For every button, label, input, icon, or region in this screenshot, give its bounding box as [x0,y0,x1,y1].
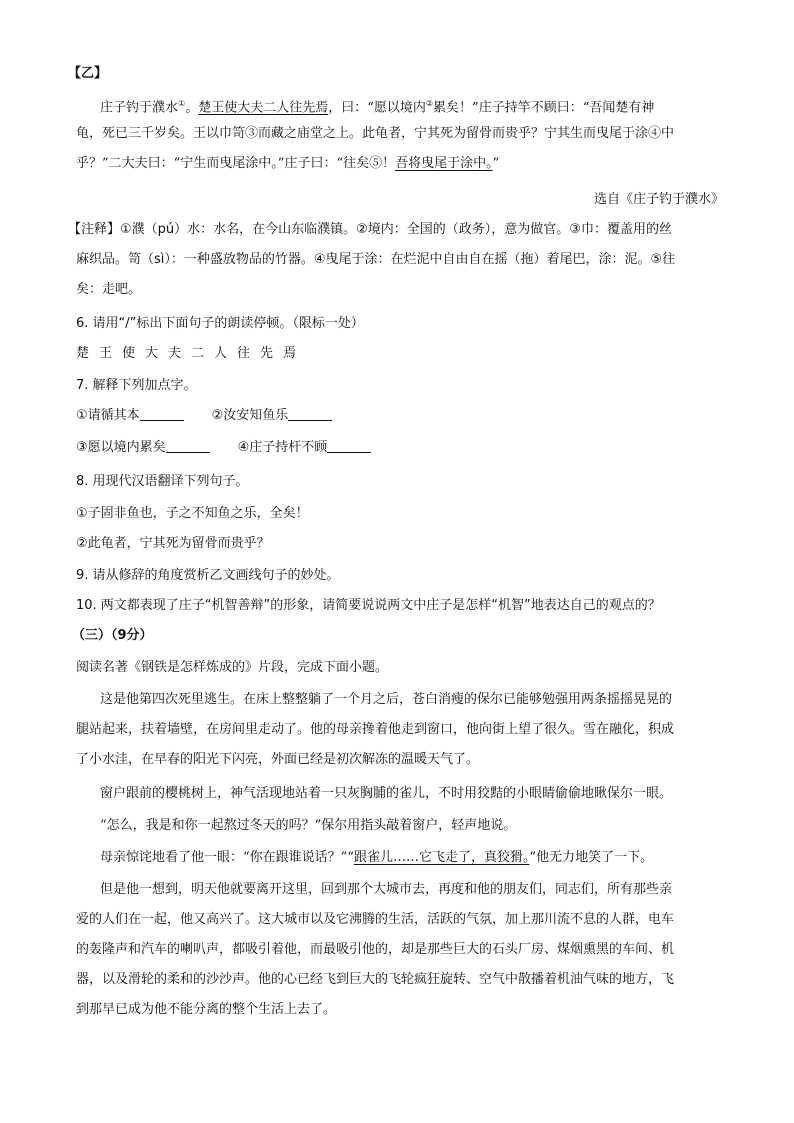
underlined-sentence: 吾将曳尾于涂中。 [395,156,493,171]
notes-line-2: 麻织品。笥（sì）：一种盛放物品的竹器。④曳尾于涂：在烂泥中自由自在摇（拖）着尾巴，涂：泥。⑤往 [76,252,676,267]
notes-line-3: 矣：走吧。 [76,282,142,297]
passage-yi-line-1: 庄子钓于濮水①。楚王使大夫二人往先焉，曰：“愿以境内②累矣！”庄子持竿不顾曰：“吾闻楚有神 [100,99,655,116]
reading-intro: 阅读名著《钢铁是怎样炼成的》片段，完成下面小题。 [76,660,389,675]
question-7: 7. 解释下列加点字。 [76,378,197,393]
question-8: 8. 用现代汉语翻译下列句子。 [76,474,249,489]
question-8-b: ②此龟者，宁其死为留骨而贵乎？ [76,536,270,551]
novel-para-5-line-4: 器，以及滑轮的柔和的沙沙声。他的心已经飞到巨大的飞轮疯狂旋转、空气中散播着机油气味的地方，飞 [76,972,675,987]
section-heading-three: （三）（9分） [72,628,153,643]
passage-yi-line-3: 乎？”二大夫曰：“宁生而曳尾涂中。”庄子曰：“往矣⑤！吾将曳尾于涂中。” [76,156,500,171]
question-10: 10. 两文都表现了庄子“机智善辩”的形象，请简要说说两文中庄子是怎样“机智”地表达自己的观点的？ [76,598,661,613]
section-heading-yi: 【乙】 [68,66,108,81]
novel-para-2: 窗户跟前的樱桃树上，神气活现地站着一只灰胸脯的雀儿，不时用狡黠的小眼睛偷偷地瞅保尔一眼。 [100,786,673,801]
answer-blank[interactable] [166,438,210,453]
novel-para-3: “怎么，我是和你一起熬过冬天的吗？”保尔用指头敲着窗户，轻声地说。 [100,818,517,833]
question-6: 6. 请用“/”标出下面句子的朗读停顿。（限标一处） [76,316,364,331]
passage-yi-line-2: 龟，死已三千岁矣。王以巾笥③而藏之庙堂之上。此龟者，宁其死为留骨而贵乎？宁其生而曳尾于涂④中 [76,126,675,141]
novel-para-1-line-2: 腿站起来，扶着墙壁，在房间里走动了。他的母亲搀着他走到窗口，他向街上望了很久。雪在融化，积成 [76,722,675,737]
novel-para-1-line-1: 这是他第四次死里逃生。在床上整整躺了一个月之后，苍白消瘦的保尔已能够勉强用两条摇摇晃晃的 [100,692,673,707]
novel-para-1-line-3: 了小水洼，在早春的阳光下闪亮，外面已经是初次解冻的温暖天气了。 [76,752,480,767]
notes-line-1: 【注释】①濮（pú）水：水名，在今山东临濮镇。②境内：全国的（政务），意为做官。③巾：覆盖用的丝 [68,222,672,237]
question-7-row-1: ①请循其本 ②汝安知鱼乐 [76,406,332,426]
question-7-row-2: ③愿以境内累矣 ④庄子持杆不顾 [76,438,371,458]
question-9: 9. 请从修辞的角度赏析乙文画线句子的妙处。 [76,568,340,583]
answer-blank[interactable] [288,406,332,421]
novel-para-5-line-3: 的轰隆声和汽车的喇叭声，都吸引着他，而最吸引他的，却是那些巨大的石头厂房、煤烟熏黑的车间、机 [76,942,675,957]
question-6-sentence: 楚王使大夫二人往先焉 [76,346,307,361]
question-8-a: ①子固非鱼也，子之不知鱼之乐，全矣！ [76,506,309,521]
answer-blank[interactable] [140,406,184,421]
novel-para-5-line-5: 到那早已成为他不能分离的整个生活上去了。 [76,1002,337,1017]
novel-para-4: 母亲惊诧地看了他一眼：“你在跟谁说话？”“跟雀儿……它飞走了，真狡猾。”他无力地笑了一下。 [100,850,654,865]
underlined-sentence: 楚王使大夫二人往先焉 [198,100,329,116]
passage-source: 选自《庄子钓于濮水》 [593,192,724,207]
underlined-sentence: 跟雀儿……它飞走了，真狡猾。 [353,850,530,865]
novel-para-5-line-1: 但是他一想到，明天他就要离开这里，回到那个大城市去，再度和他的朋友们，同志们，所有那些亲 [100,882,673,897]
answer-blank[interactable] [327,438,371,453]
novel-para-5-line-2: 爱的人们在一起，他又高兴了。这大城市以及它沸腾的生活，活跃的气氛，加上那川流不息的人群，电车 [76,912,675,927]
